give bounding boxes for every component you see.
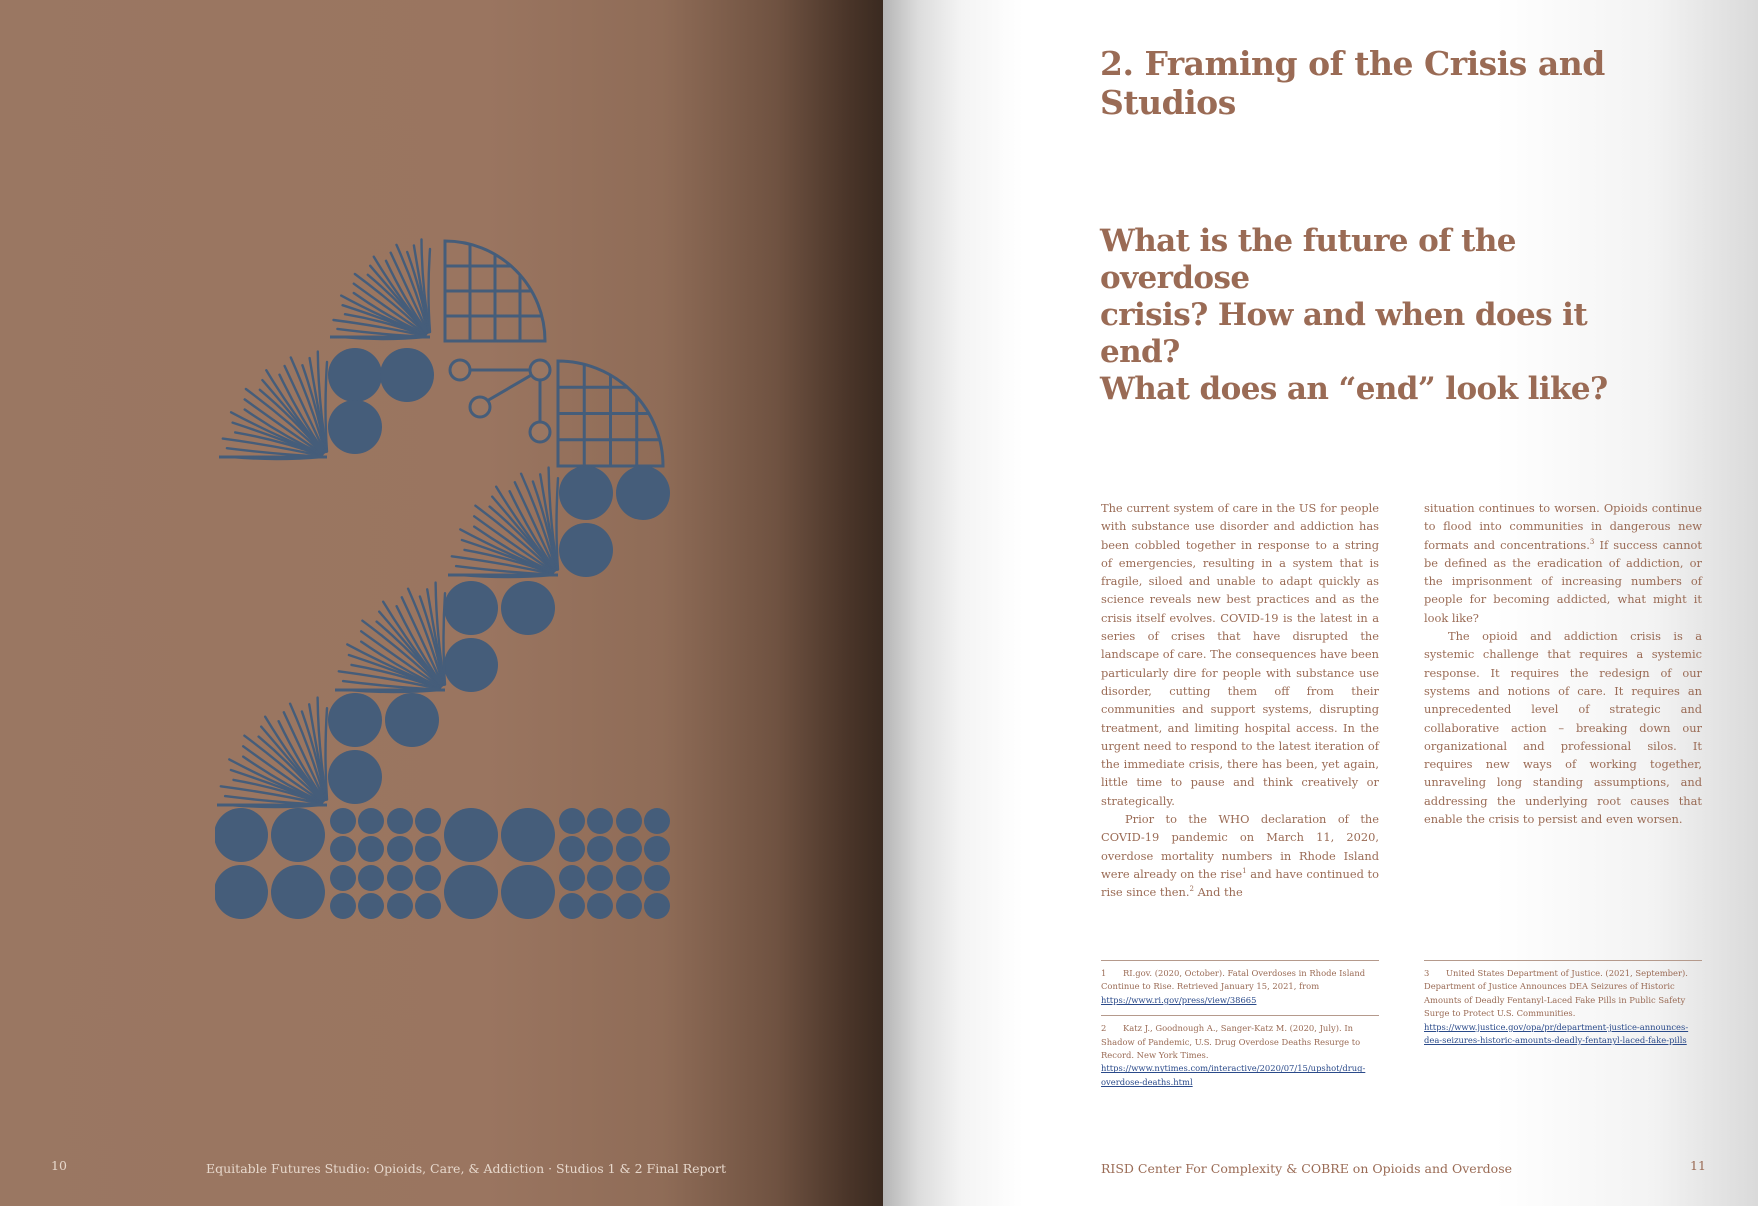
circle-shape: [330, 893, 356, 919]
fiber-stroke: [444, 593, 446, 684]
fiber-stroke: [326, 708, 328, 799]
footnote-link[interactable]: https://www.ri.gov/press/view/38665: [1101, 994, 1257, 1005]
paragraph: The current system of care in the US for people with substance use disorder and addiction has been cobbled together in response to a string of emergencies, resulting in a system that is fragile, siloed and unable to adapt quickly as science reveals new best practices and as the crisis itself evolves. COVID-19 is the latest in a series of crises that have disrupted the landscape of care. The consequences have been particularly dire for people with substance use disorder, cutting them off from their communities and support systems, disrupting treatment, and limiting hospital access. In the urgent need to respond to the latest iteration of the immediate crisis, there has been, yet again, little time to pause and think creatively or strategically.: [1101, 501, 1379, 808]
circle-shape: [501, 808, 555, 862]
circle-shape: [587, 865, 613, 891]
running-footer-right: RISD Center For Complexity & COBRE on Opioids and Overdose: [1101, 1161, 1513, 1176]
circle-shape: [587, 836, 613, 862]
circle-shape: [616, 893, 642, 919]
circle-shape: [330, 808, 356, 834]
circle-shape: [415, 808, 441, 834]
footnote: [1101, 1015, 1379, 1089]
circle-shape: [330, 836, 356, 862]
circle-shape: [387, 836, 413, 862]
circle-shape: [559, 523, 613, 577]
footnote-text: Katz J., Goodnough A., Sanger-Katz M. (2020, July). In Shadow of Pandemic, U.S. Drug Overdose Deaths Resurge to Record. New York Times.: [1101, 1023, 1361, 1061]
footnote-number: 2: [1101, 1023, 1107, 1034]
footnote-text: RI.gov. (2020, October). Fatal Overdoses in Rhode Island Continue to Rise. Retrieved January 15, 2021, from: [1101, 968, 1366, 992]
footnote-ref[interactable]: 1: [1242, 867, 1247, 876]
connector-node: [530, 360, 550, 380]
footnote-link[interactable]: https://www.nytimes.com/interactive/2020/07/15/upshot/drug-overdose-deaths.html: [1101, 1063, 1366, 1087]
page-number-left: 10: [51, 1158, 67, 1173]
text-run: And the: [1193, 885, 1243, 900]
circle-shape: [644, 865, 670, 891]
question-line: What is the future of the overdose: [1100, 223, 1516, 296]
circle-shape: [444, 808, 498, 862]
globe-quarter: [445, 241, 545, 341]
body-column-1: [1101, 499, 1379, 902]
circle-shape: [559, 808, 585, 834]
text-run: and have continued to rise since then.: [1101, 866, 1379, 900]
footnote-number: 1: [1101, 968, 1107, 978]
fiber-quarter: [339, 583, 445, 692]
body-column-2: [1424, 499, 1702, 828]
running-footer-left: Equitable Futures Studio: Opioids, Care, & Addiction · Studios 1 & 2 Final Report: [206, 1161, 727, 1176]
fiber-stroke: [326, 362, 328, 452]
footnote-text: United States Department of Justice. (2021, September). Department of Justice Announces DEA Seizures of Historic Amounts of Deadly Fentanyl-Laced Fake Pills in Public Safety Surge to Protect U.S. Communities.: [1424, 968, 1688, 1019]
connector-node: [530, 422, 550, 442]
globe-quarter: [558, 361, 663, 466]
chapter-title: 2. Framing of the Crisis and Studios: [1100, 44, 1605, 122]
circle-shape: [616, 466, 670, 520]
circle-shape: [330, 865, 356, 891]
fiber-stroke: [429, 249, 431, 332]
footnote-link[interactable]: https://www.justice.gov/opa/pr/department-justice-announces-dea-seizures-historic-amounts-deadly-fentanyl-laced-fake-pills: [1424, 1021, 1689, 1046]
circle-shape: [616, 836, 642, 862]
fiber-quarter: [223, 352, 327, 459]
paragraph: [1101, 810, 1379, 901]
circle-shape: [415, 865, 441, 891]
circle-shape: [559, 836, 585, 862]
circle-shape: [587, 893, 613, 919]
footnote-number: 3: [1424, 968, 1430, 978]
circle-shape: [644, 893, 670, 919]
circle-shape: [271, 865, 325, 919]
connector-node: [470, 397, 490, 417]
circle-shape: [358, 836, 384, 862]
circle-shape: [444, 581, 498, 635]
circle-shape: [444, 865, 498, 919]
circle-shape: [328, 400, 382, 454]
number-two-illustration: [215, 235, 675, 925]
circle-shape: [271, 808, 325, 862]
paragraph: The opioid and addiction crisis is a systemic challenge that requires a systemic response. It requires the redesign of our systems and notions of care. It requires an unprecedented level of strategic and collaborative action – breaking down our organizational and professional silos. It requires new ways of working together, unraveling long standing assumptions, and addressing the underlying root causes that enable the crisis to persist and even worsen.: [1424, 629, 1702, 827]
footnotes-column-2: [1424, 960, 1702, 1055]
circle-shape: [328, 348, 382, 402]
circle-shape: [415, 836, 441, 862]
footnote-ref[interactable]: 2: [1189, 885, 1194, 894]
text-run: If success cannot be defined as the eradication of addiction, or the imprisonment of increasing numbers of people for becoming addicted, what might it look like?: [1424, 537, 1702, 625]
question-line: crisis? How and when does it end?: [1100, 297, 1588, 370]
question-line: What does an “end” look like?: [1100, 371, 1608, 407]
circle-shape: [215, 808, 268, 862]
circle-shape: [587, 808, 613, 834]
circle-shape: [501, 865, 555, 919]
circle-shape: [559, 466, 613, 520]
circle-shape: [444, 638, 498, 692]
circle-shape: [380, 348, 434, 402]
circle-shape: [616, 865, 642, 891]
circle-shape: [559, 865, 585, 891]
paragraph: [1424, 499, 1702, 627]
footnote-ref[interactable]: 3: [1589, 537, 1595, 546]
footnotes-column-1: [1101, 960, 1379, 1097]
lead-question: [1100, 223, 1660, 408]
circle-shape: [215, 865, 268, 919]
circle-shape: [559, 893, 585, 919]
circle-shape: [358, 893, 384, 919]
circle-shape: [387, 865, 413, 891]
fiber-stroke: [557, 478, 559, 569]
connector-icon: [450, 360, 550, 442]
footnote: [1424, 960, 1702, 1047]
page-number-right: 11: [1690, 1158, 1706, 1173]
circle-shape: [328, 750, 382, 804]
connector-node: [450, 360, 470, 380]
circle-shape: [387, 808, 413, 834]
text-run: situation continues to worsen. Opioids continue to flood into communities in dangerous new formats and concentrations.: [1424, 501, 1702, 552]
circle-shape: [385, 693, 439, 747]
circle-shape: [644, 808, 670, 834]
circle-shape: [358, 865, 384, 891]
circle-shape: [387, 893, 413, 919]
fiber-quarter: [221, 698, 327, 807]
footnote: [1101, 960, 1379, 1007]
circle-shape: [415, 893, 441, 919]
circle-shape: [358, 808, 384, 834]
circle-shape: [644, 836, 670, 862]
circle-shape: [501, 581, 555, 635]
fiber-quarter: [334, 239, 431, 339]
text-run: Prior to the WHO declaration of the COVID-19 pandemic on March 11, 2020, overdose mortality numbers in Rhode Island were already on the rise: [1101, 812, 1379, 881]
fiber-quarter: [452, 468, 558, 577]
circle-shape: [616, 808, 642, 834]
circle-shape: [328, 693, 382, 747]
